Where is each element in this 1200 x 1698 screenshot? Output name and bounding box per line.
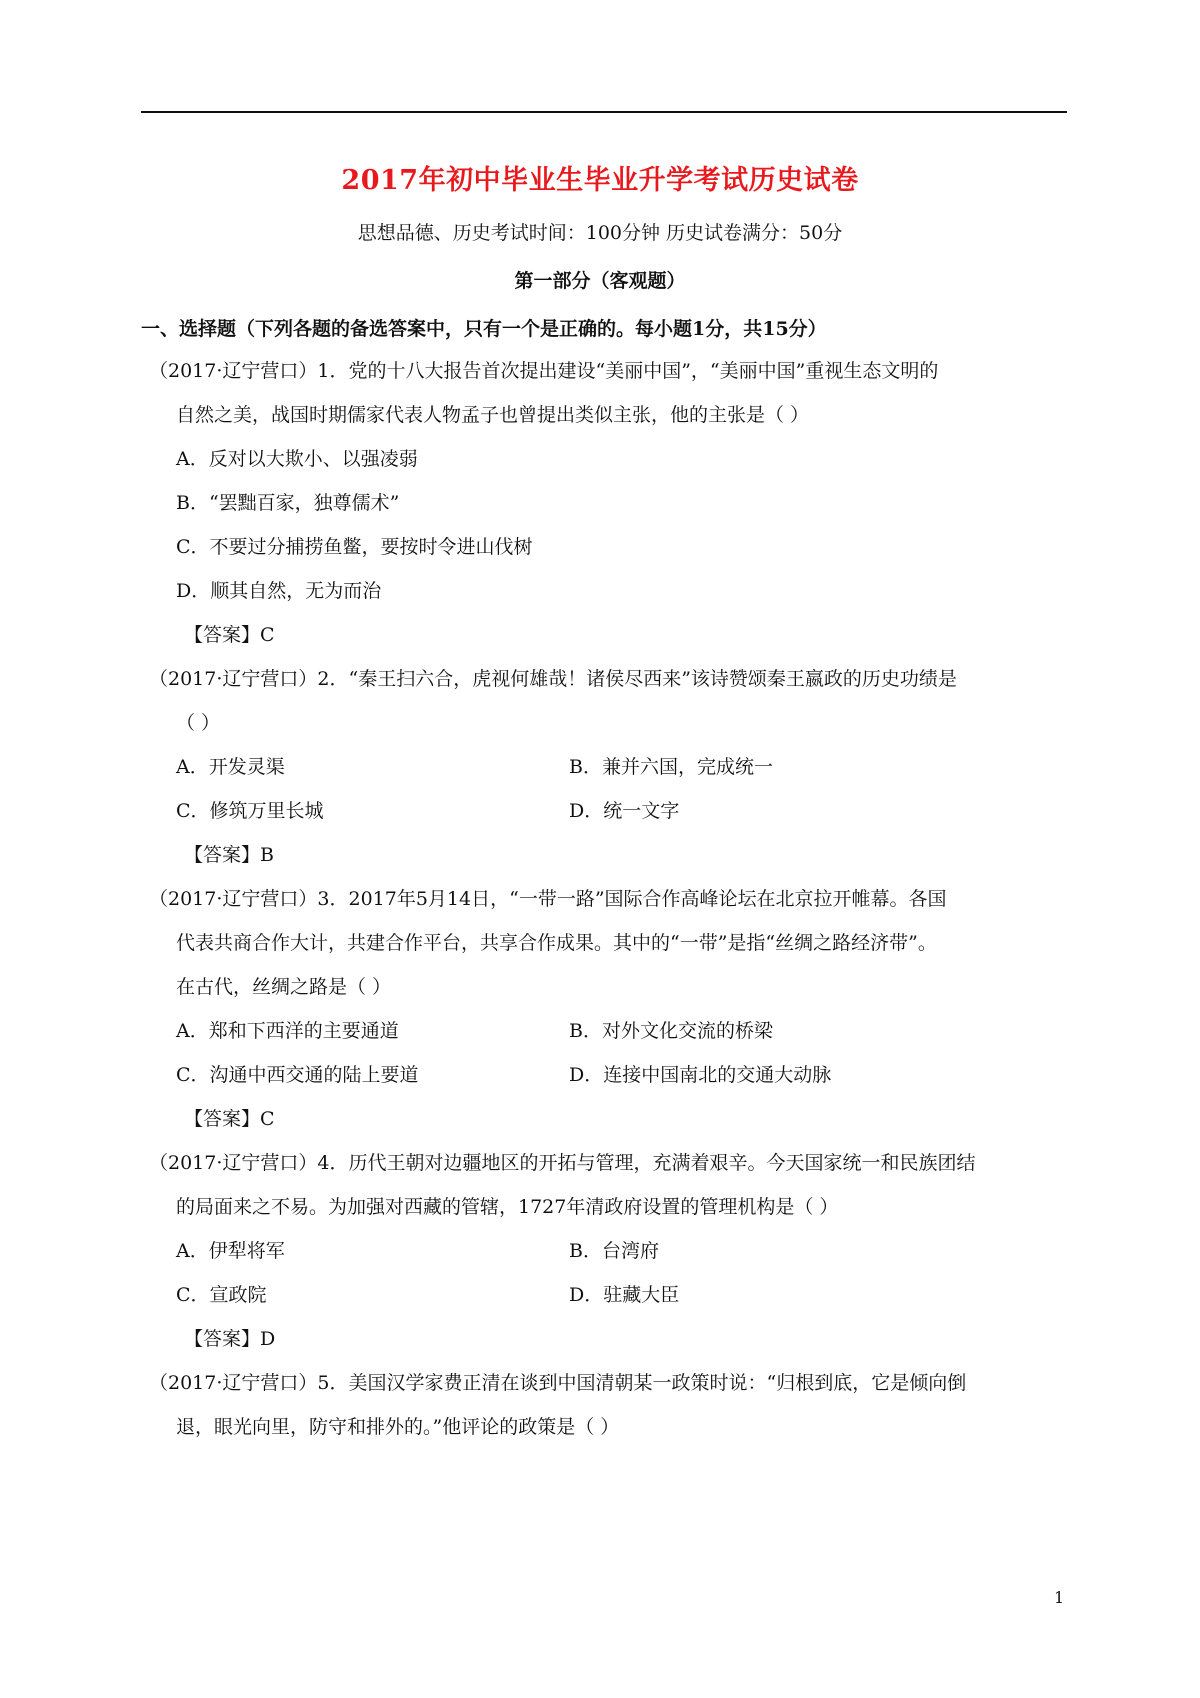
q1-option-a: A．反对以大欺小、以强凌弱	[176, 448, 418, 470]
q3-answer: 【答案】C	[184, 1108, 275, 1130]
q1-line-2: 自然之美，战国时期儒家代表人物孟子也曾提出类似主张，他的主张是（ ）	[176, 404, 810, 426]
q2-option-d: D．统一文字	[569, 800, 680, 822]
q2-line-2: （ ）	[176, 712, 221, 734]
q2-option-a: A．开发灵渠	[176, 756, 285, 778]
q4-option-a: A．伊犁将军	[176, 1240, 285, 1262]
q1-option-c: C．不要过分捕捞鱼鳖，要按时令进山伐树	[176, 536, 533, 558]
page-number: 1	[1054, 1588, 1065, 1607]
q3-option-a: A．郑和下西洋的主要通道	[176, 1020, 399, 1042]
q3-option-d: D．连接中国南北的交通大动脉	[569, 1064, 832, 1086]
q3-line-3: 在古代，丝绸之路是（ ）	[176, 976, 392, 998]
exam-title: 2017年初中毕业生毕业升学考试历史试卷	[341, 165, 859, 196]
q1-line-1: （2017·辽宁营口）1．党的十八大报告首次提出建设“美丽中国”，“美丽中国”重视生态文明的	[149, 360, 939, 382]
q4-option-b: B．台湾府	[569, 1240, 659, 1262]
q3-option-b: B．对外文化交流的桥梁	[569, 1020, 773, 1042]
q4-line-2: 的局面来之不易。为加强对西藏的管辖，1727年清政府设置的管理机构是（ ）	[176, 1196, 839, 1218]
q3-line-1: （2017·辽宁营口）3．2017年5月14日，“一带一路”国际合作高峰论坛在北京拉开帷幕。各国	[149, 888, 947, 910]
q5-line-2: 退，眼光向里，防守和排外的。”他评论的政策是（ ）	[176, 1416, 620, 1438]
q5-line-1: （2017·辽宁营口）5．美国汉学家费正清在谈到中国清朝某一政策时说：“归根到底，它是倾向倒	[149, 1372, 967, 1394]
q2-option-c: C．修筑万里长城	[176, 800, 324, 822]
q1-option-b: B．“罢黜百家，独尊儒术”	[176, 492, 400, 514]
q4-line-1: （2017·辽宁营口）4．历代王朝对边疆地区的开拓与管理，充满着艰辛。今天国家统一和民族团结	[149, 1152, 976, 1174]
exam-subtitle: 思想品德、历史考试时间：100分钟 历史试卷满分：50分	[357, 222, 843, 244]
q1-answer: 【答案】C	[184, 624, 275, 646]
q2-line-1: （2017·辽宁营口）2．“秦王扫六合，虎视何雄哉！诸侯尽西来”该诗赞颂秦王嬴政的历史功绩是	[149, 668, 957, 690]
q4-option-d: D．驻藏大臣	[569, 1284, 680, 1306]
q1-option-d: D．顺其自然，无为而治	[176, 580, 382, 602]
header-rule	[141, 111, 1067, 113]
q3-line-2: 代表共商合作大计，共建合作平台，共享合作成果。其中的“一带”是指“丝绸之路经济带”。	[176, 932, 937, 954]
q4-answer: 【答案】D	[184, 1328, 276, 1350]
q2-option-b: B．兼并六国，完成统一	[569, 756, 773, 778]
part-heading: 第一部分（客观题）	[514, 270, 686, 292]
section-heading: 一、选择题（下列各题的备选答案中，只有一个是正确的。每小题1分，共15分）	[141, 318, 827, 340]
q2-answer: 【答案】B	[184, 844, 274, 866]
q3-option-c: C．沟通中西交通的陆上要道	[176, 1064, 419, 1086]
q4-option-c: C．宣政院	[176, 1284, 267, 1306]
